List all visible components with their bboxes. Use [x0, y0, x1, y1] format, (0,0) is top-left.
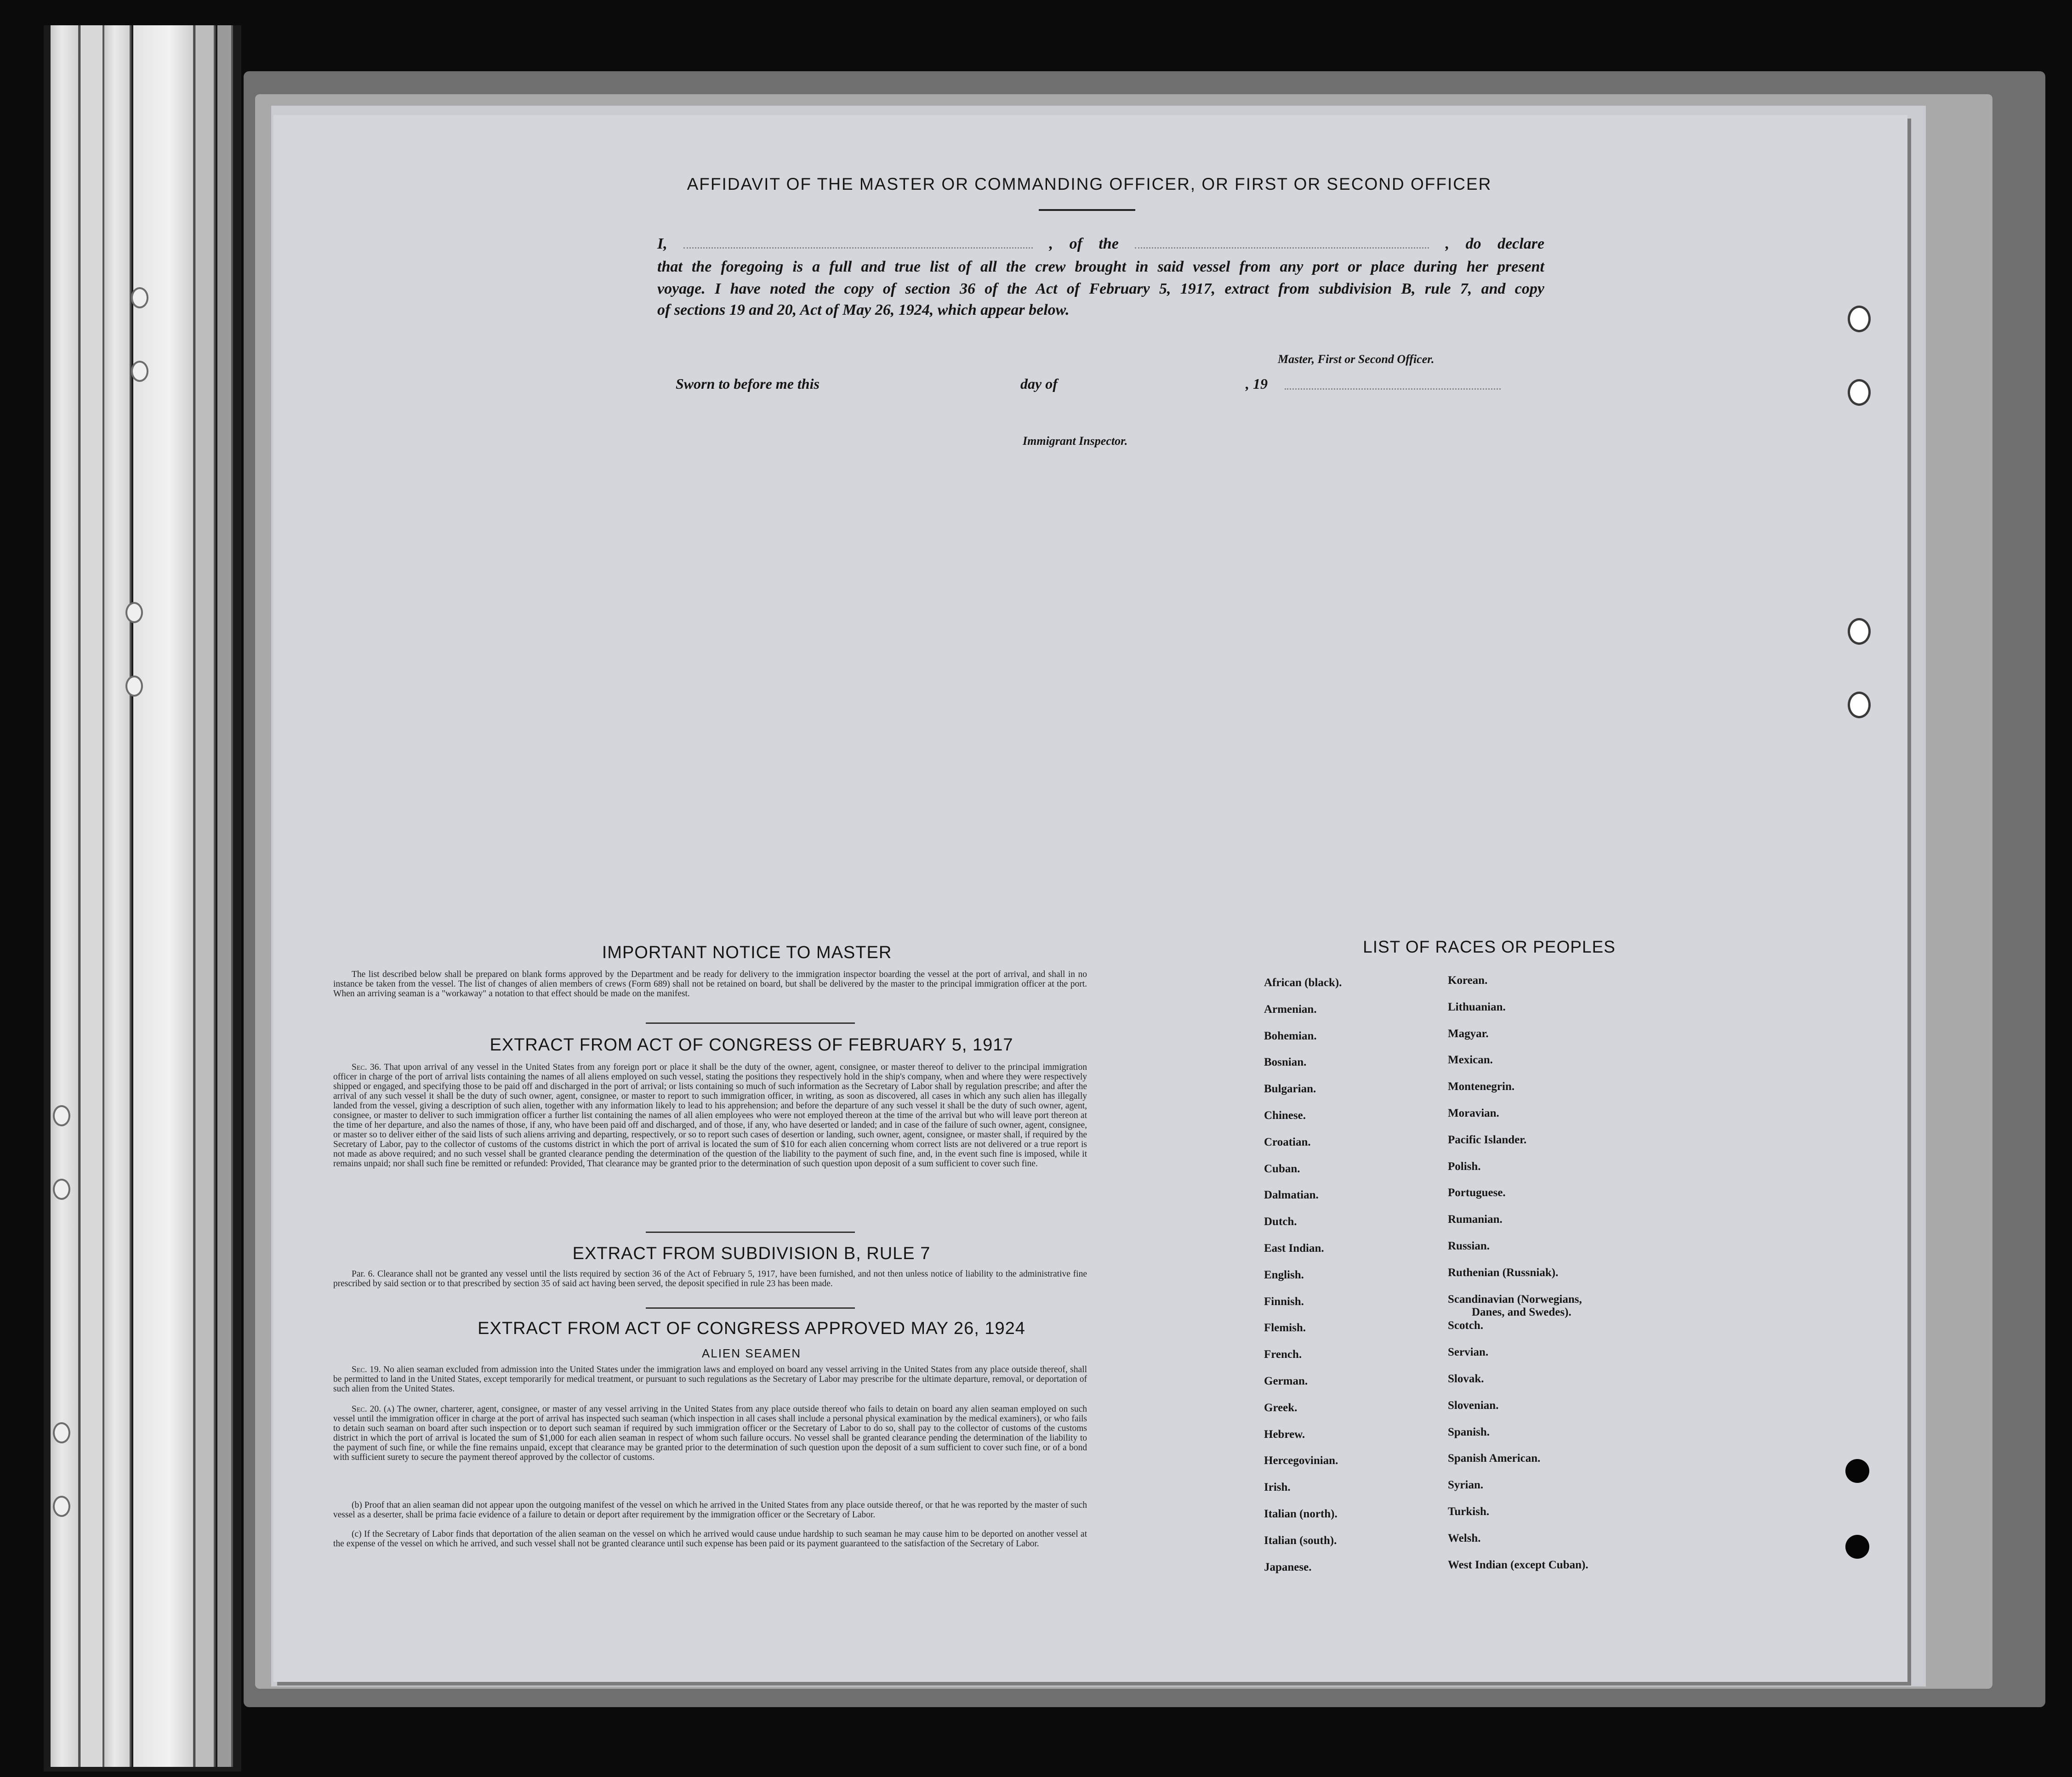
race-item: Magyar. — [1448, 1027, 1489, 1040]
race-item: West Indian (except Cuban). — [1448, 1558, 1588, 1571]
section-20a-body: The owner, charterer, agent, consignee, or master of any vessel arriving in the United States from any place outside thereof who fails to detain on board any alien seaman employed on such vessel until the immigration officer in charge at the port of arrival has inspected such seaman (which inspection in all cases shall include a personal physical examination by the medical examiners), or who fails to detain such seaman on board after such inspection or to deport such seaman if required by such immigration officer or the Secretary of Labor to do so, shall pay to the collector of customs of the customs district in which the port of arrival is located the sum of $1,000 for each alien seaman in respect of whom such failure occurs. No vessel shall be granted clearance pending the determination of the liability to the payment of such fine, or while the fine remains unpaid, except that clearance may be granted prior to the determination of such question upon the deposit of a sum sufficient to cover such fine, or of a bond with sufficient surety to secure the payment thereof approved by the collector of customs. — [333, 1404, 1087, 1462]
race-item: Mexican. — [1448, 1054, 1493, 1067]
race-item: Rumanian. — [1448, 1213, 1503, 1226]
race-item: Korean. — [1448, 974, 1488, 987]
race-item: Hebrew. — [1264, 1428, 1305, 1441]
race-item: Scotch. — [1448, 1319, 1484, 1332]
year-label: , 19 — [1246, 375, 1268, 392]
section-label: Sec. 36. — [352, 1062, 381, 1072]
binder-strip — [133, 25, 195, 1767]
race-item: English. — [1264, 1268, 1304, 1281]
sec-20a-text — [333, 1404, 1087, 1462]
race-item: Spanish American. — [1448, 1452, 1541, 1465]
day-of-label: day of — [1020, 375, 1058, 392]
title-rule — [1039, 209, 1135, 211]
race-item: Polish. — [1448, 1160, 1481, 1173]
races-list-title: LIST OF RACES OR PEOPLES — [1363, 937, 1616, 956]
section-36-text: That upon arrival of any vessel in the United States from any foreign port or place it shall be the duty of the owner, agent, consignee, or master thereof to deliver to the principal immigration officer in charge of the port of arrival lists containing the names of all aliens employed on such vessel, stating the positions they respectively hold in the ship's company, when and where they were respectively shipped or engaged, and specifying those to be paid off and discharged in the port of arrival; or lists containing so much of such information as the Secretary of Labor shall by regulation prescribe; and after the arrival of any such vessel it shall be the duty of such owner, agent, consignee, or master to report to such immigration officer, in writing, as soon as discovered, all cases in which any such alien has illegally landed from the vessel, giving a description of such alien, together with any information likely to lead to his apprehension; and before the departure of any such vessel it shall be the duty of such owner, agent, consignee, or master to deliver to such immigration officer a further list containing the names of all alien employees who were not employed thereon at the time of the arrival but who will leave port thereon at the time of her departure, and also the names of those, if any, who have been paid off and discharged, and of those, if any, who have deserted or landed; and in case of the failure of such owner, agent, consignee, or master so to deliver either of the said lists of such aliens arriving and departing, respectively, or so to report such cases of desertion or landing, such owner, agent, consignee, or master shall, if required by the Secretary of Labor, pay to the collector of customs of the customs district in which the port of arrival is located the sum of $10 for each alien concerning whom correct lists are not delivered or a true report is not made as above required; and no such vessel shall be granted clearance pending the determination of the question of the liability to the payment of such fine, and, in the event such fine is imposed, while it remains unpaid; nor shall such fine be remitted or refunded: Provided, That clearance may be granted prior to the determination of such question upon deposit of a sum sufficient to cover such fine. — [333, 1062, 1087, 1169]
races-list-left — [1264, 976, 1342, 1587]
punch-hole — [131, 361, 148, 382]
vessel-blank — [1135, 238, 1429, 249]
punch-hole — [1848, 618, 1871, 645]
section-divider — [646, 1307, 855, 1309]
affidavit-line-1 — [657, 235, 1544, 253]
document-page — [273, 115, 1907, 1682]
race-item: Greek. — [1264, 1401, 1298, 1414]
race-item: Bulgarian. — [1264, 1083, 1316, 1096]
punch-hole — [53, 1179, 70, 1200]
race-item: Montenegrin. — [1448, 1080, 1515, 1093]
race-item: African (black). — [1264, 976, 1342, 989]
binder-strip — [104, 25, 131, 1767]
sec-19-text — [333, 1365, 1087, 1394]
binder-strip — [217, 25, 233, 1767]
race-item: Japanese. — [1264, 1561, 1312, 1573]
inspector-signature-label: Immigrant Inspector. — [1023, 434, 1128, 448]
race-item: Spanish. — [1448, 1425, 1490, 1438]
race-item — [1448, 1293, 1588, 1320]
rule-7-text: Par. 6. Clearance shall not be granted any vessel until the lists required by section 36 of the Act of February 5, 1917, have been furnished, and not then unless notice of liability to the administrative fine prescribed by said section or to that prescribed by section 35 of said act having been served, the deposit specified in rule 23 has been made. — [333, 1269, 1087, 1289]
punch-hole-dark — [1845, 1459, 1869, 1483]
races-list-right — [1448, 974, 1588, 1585]
race-item: Finnish. — [1264, 1295, 1304, 1308]
race-item: Ruthenian (Russniak). — [1448, 1266, 1559, 1279]
alien-seamen-subheading: ALIEN SEAMEN — [701, 1346, 802, 1360]
race-item: Slovak. — [1448, 1372, 1484, 1385]
race-item-continuation: Danes, and Swedes). — [1472, 1306, 1571, 1318]
affidavit-line-2: that the foregoing is a full and true list of all the crew brought in said vessel from any port or place during her present — [657, 258, 1544, 275]
race-item: Croatian. — [1264, 1135, 1311, 1148]
race-item: Bohemian. — [1264, 1029, 1317, 1042]
section-label: Sec. 19. — [352, 1365, 381, 1374]
binder-strip — [195, 25, 216, 1767]
affidavit-of-the: , of the — [1049, 235, 1119, 252]
race-item: Bosnian. — [1264, 1056, 1307, 1069]
race-item: Lithuanian. — [1448, 1000, 1506, 1013]
punch-hole — [125, 602, 143, 623]
sec-20c-text: (c) If the Secretary of Labor finds that deportation of the alien seaman on the vessel on which he arrived would cause undue hardship to such seaman he may cause him to be deported on another vessel at the expense of the vessel on which he arrived, and such vessel shall not be granted clearance until such expense has been paid or its payment guaranteed to the satisfaction of the Secretary of Labor. — [333, 1529, 1087, 1549]
punch-hole-dark — [1845, 1535, 1869, 1559]
sec-20b-text: (b) Proof that an alien seaman did not appear upon the outgoing manifest of the vessel on which he arrived in the United States from any place outside thereof, or that he was reported by the master of such vessel as a deserter, shall be prima facie evidence of a failure to detain or deport after requirement by the immigration officer or the Secretary of Labor. — [333, 1500, 1087, 1520]
affidavit-line-3: voyage. I have noted the copy of section 36 of the Act of February 5, 1917, extract from subdivision B, rule 7, and copy — [657, 280, 1544, 297]
race-item: Irish. — [1264, 1481, 1291, 1494]
race-item: Slovenian. — [1448, 1399, 1499, 1412]
binder-edge — [44, 25, 241, 1771]
extract-1924-heading: EXTRACT FROM ACT OF CONGRESS APPROVED MAY 26, 1924 — [478, 1319, 1025, 1338]
section-19-body: No alien seaman excluded from admission into the United States under the immigration laws and employed on board any vessel arriving in the United States from any place outside thereof, shall be permitted to land in the United States, except temporarily for medical treatment, or pursuant to such regulations as the Secretary of Labor may prescribe for the ultimate departure, removal, or deportation of such alien from the United States. — [333, 1365, 1087, 1394]
race-item: Servian. — [1448, 1346, 1489, 1359]
punch-hole — [1848, 692, 1871, 718]
race-item: Dutch. — [1264, 1215, 1297, 1228]
punch-hole — [53, 1105, 70, 1126]
section-label: Sec. 20. (a) — [352, 1404, 395, 1414]
race-item: Welsh. — [1448, 1532, 1481, 1544]
race-item: Pacific Islander. — [1448, 1133, 1527, 1146]
race-item: Chinese. — [1264, 1109, 1306, 1122]
race-item: Armenian. — [1264, 1003, 1317, 1016]
punch-hole — [53, 1496, 70, 1517]
race-item: Italian (north). — [1264, 1507, 1338, 1520]
important-notice-text: The list described below shall be prepared on blank forms approved by the Department and be ready for delivery to the immigration inspector boarding the vessel at the port of arrival, and shall in no instance be taken from the vessel. The list of changes of alien members of crews (Form 689) shall not be retained on board, but shall be delivered by the master to the principal immigration officer at the port. When an arriving seaman is a "workaway" a notation to that effect should be made on the manifest. — [333, 970, 1087, 999]
sworn-label: Sworn to before me this — [676, 375, 820, 392]
affidavit-line-4: of sections 19 and 20, Act of May 26, 1924, which appear below. — [657, 301, 1070, 318]
race-item: Italian (south). — [1264, 1534, 1337, 1547]
race-item: East Indian. — [1264, 1242, 1324, 1255]
extract-1917-text — [333, 1062, 1087, 1169]
name-blank — [683, 238, 1033, 249]
affidavit-declare: , do declare — [1445, 235, 1545, 252]
race-item-line: Scandinavian (Norwegians, — [1448, 1293, 1582, 1306]
important-notice-heading: IMPORTANT NOTICE TO MASTER — [602, 943, 892, 962]
section-divider — [646, 1022, 855, 1024]
affidavit-i: I, — [657, 235, 667, 252]
extract-1917-heading: EXTRACT FROM ACT OF CONGRESS OF FEBRUARY 5, 1917 — [490, 1035, 1013, 1055]
race-item: Portuguese. — [1448, 1187, 1506, 1199]
race-item: Cuban. — [1264, 1162, 1300, 1175]
punch-hole — [53, 1422, 70, 1443]
rule-7-heading: EXTRACT FROM SUBDIVISION B, RULE 7 — [572, 1244, 931, 1263]
signature-blank — [1285, 379, 1501, 390]
binder-strip — [80, 25, 104, 1767]
punch-hole — [125, 676, 143, 697]
punch-hole — [1848, 306, 1871, 332]
race-item: Syrian. — [1448, 1479, 1484, 1492]
affidavit-title: AFFIDAVIT OF THE MASTER OR COMMANDING OFFICER, OR FIRST OR SECOND OFFICER — [687, 175, 1492, 193]
race-item: French. — [1264, 1348, 1302, 1361]
race-item: Hercegovinian. — [1264, 1454, 1338, 1467]
punch-hole — [1848, 379, 1871, 406]
race-item: Dalmatian. — [1264, 1189, 1319, 1202]
master-signature-label: Master, First or Second Officer. — [1278, 352, 1434, 366]
race-item: Moravian. — [1448, 1107, 1499, 1119]
race-item: German. — [1264, 1374, 1308, 1387]
race-item: Turkish. — [1448, 1505, 1490, 1518]
punch-hole — [131, 287, 148, 308]
section-divider — [646, 1232, 855, 1233]
race-item: Flemish. — [1264, 1322, 1306, 1334]
race-item: Russian. — [1448, 1239, 1490, 1252]
